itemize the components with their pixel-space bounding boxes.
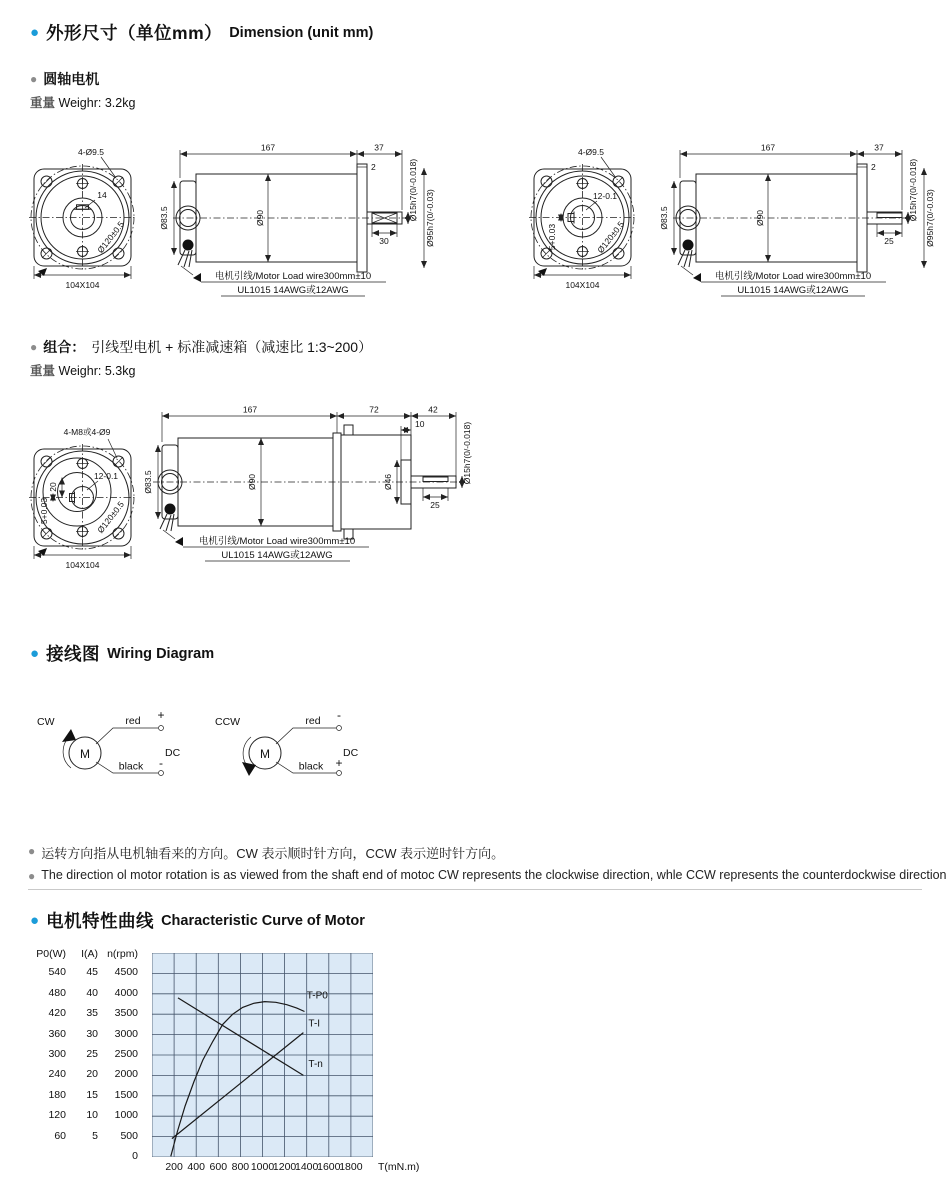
y-axis-tick: 15 <box>86 1088 98 1101</box>
dim-key-length: 25 <box>884 236 894 246</box>
y-axis-tick: 540 <box>48 966 66 979</box>
dim-flange-thickness: 2 <box>371 162 376 172</box>
dim-pilot-dia: Ø95h7(0/-0.03) <box>925 189 935 247</box>
x-axis-tick: 1000 <box>250 1161 275 1173</box>
curve-title-en: Characteristic Curve of Motor <box>161 912 365 929</box>
curve-title-cn: 电机特性曲线 <box>46 911 155 931</box>
y-axis-tick: 360 <box>48 1027 66 1040</box>
cw-dc-label: DC <box>165 747 181 759</box>
wire-note-line2: UL1015 14AWG或12AWG <box>237 285 349 296</box>
round-shaft-title: 圆轴电机 <box>43 71 100 87</box>
y-axis-title: I(A) <box>81 948 98 960</box>
dim-pcd: Ø120±0.5 <box>595 219 627 255</box>
dim-flange-thickness: 2 <box>871 162 876 172</box>
dim-motor-length: 167 <box>242 404 258 415</box>
section-divider <box>28 889 922 890</box>
x-axis-tick: 1800 <box>339 1161 363 1173</box>
wire-note-line2: UL1015 14AWG或12AWG <box>737 285 849 296</box>
series-label: T-n <box>308 1059 323 1071</box>
weight-value: Weighr: 3.2kg <box>58 96 136 110</box>
y-axis-tick: 2000 <box>114 1068 138 1081</box>
dim-bolt-holes: 4-Ø9.5 <box>578 147 604 157</box>
dim-key-length: 25 <box>430 500 440 510</box>
dimension-title-cn: 外形尺寸（单位mm） <box>46 23 223 43</box>
y-axis-tick: 300 <box>48 1048 66 1060</box>
series-label: T-P0 <box>306 990 328 1002</box>
weight-label-cn: 重量 <box>30 364 56 378</box>
y-axis-zero-tick: 0 <box>132 1150 138 1162</box>
y-axis-tick: 25 <box>86 1048 98 1060</box>
dim-body-dia: Ø90 <box>247 473 257 491</box>
dim-key-width: 5+0.03 <box>547 223 557 251</box>
cw-red-wire-label: red <box>125 715 141 727</box>
combo-weight <box>30 361 135 379</box>
rotation-note-cn <box>28 843 504 862</box>
dim-flat-length: 30 <box>379 236 389 246</box>
gearmotor-drawing <box>25 398 475 588</box>
y-axis-tick: 10 <box>86 1109 98 1122</box>
keyed-shaft-motor-drawing <box>525 138 945 303</box>
dim-flange-square: 104X104 <box>65 560 100 570</box>
y-axis-tick: 420 <box>48 1007 66 1020</box>
combo-title-bold: 组合： <box>43 339 86 355</box>
cw-label: CW <box>37 716 55 728</box>
y-axis-tick: 480 <box>48 986 66 999</box>
wiring-title-en: Wiring Diagram <box>107 645 215 662</box>
grey-bullet-icon: ● <box>30 72 38 86</box>
dim-key-width: 5+0.03 <box>39 497 49 525</box>
blue-bullet-icon: ● <box>30 24 40 41</box>
blue-bullet-icon: ● <box>30 645 40 662</box>
x-axis-tick: 200 <box>165 1161 183 1173</box>
y-axis-tick: 20 <box>86 1068 98 1081</box>
round-shaft-subheading <box>30 69 99 89</box>
section-curve-heading <box>30 908 365 933</box>
dim-cap-dia: Ø83.5 <box>659 206 669 230</box>
grey-bullet-icon: ● <box>30 340 38 354</box>
y-axis-tick: 5 <box>92 1129 98 1142</box>
x-axis-tick: 1600 <box>317 1161 341 1173</box>
y-axis-tick: 120 <box>48 1109 66 1122</box>
cw-black-wire-label: black <box>118 760 144 773</box>
dim-flange-square: 104X104 <box>65 280 100 290</box>
dim-gearbox-length: 72 <box>369 404 379 415</box>
dim-body-length: 167 <box>760 142 776 153</box>
wire-note-line1: 电机引线/Motor Load wire300mm±10 <box>714 271 872 282</box>
y-axis-tick: 60 <box>54 1129 66 1142</box>
dim-bolt-holes: 4-Ø9.5 <box>78 147 104 157</box>
y-axis-tick: 2500 <box>114 1048 138 1060</box>
y-axis-tick: 180 <box>48 1088 66 1101</box>
dim-shaft-dia: Ø15h7(0/-0.018) <box>462 421 472 485</box>
wire-note-line1: 电机引线/Motor Load wire300mm±10 <box>214 271 372 282</box>
ccw-plus-terminal: + <box>335 756 343 770</box>
dim-body-dia: Ø90 <box>755 209 765 227</box>
dim-key-depth: 12-0.1 <box>592 191 618 201</box>
motor-symbol: M <box>260 747 270 761</box>
y-axis-title: P0(W) <box>36 948 66 960</box>
y-axis-tick: 40 <box>86 986 98 999</box>
wire-note-line2: UL1015 14AWG或12AWG <box>221 550 333 561</box>
combo-title-rest: 引线型电机 + 标准减速箱（减速比 1:3~200） <box>91 339 373 355</box>
ccw-label: CCW <box>215 716 241 728</box>
blue-bullet-icon: ● <box>30 912 40 929</box>
x-axis-tick: 1200 <box>272 1161 297 1173</box>
grey-bullet-icon: ● <box>28 869 36 883</box>
ccw-minus-terminal: - <box>337 708 341 722</box>
cw-plus-terminal: + <box>157 708 165 722</box>
section-wiring-heading <box>30 641 214 666</box>
ccw-red-wire-label: red <box>305 715 321 727</box>
grey-bullet-icon: ● <box>28 844 36 858</box>
y-axis-tick: 45 <box>86 966 98 979</box>
dim-shaft-length: 37 <box>374 142 384 153</box>
dim-body-dia: Ø90 <box>255 209 265 227</box>
y-axis-tick: 1500 <box>114 1088 138 1101</box>
motor-symbol: M <box>80 747 90 761</box>
dim-flange-square: 104X104 <box>565 280 600 290</box>
dim-flat-width: 14 <box>97 190 107 200</box>
dim-cap-dia: Ø83.5 <box>159 206 169 230</box>
x-axis-tick: 400 <box>187 1161 205 1173</box>
x-axis-tick: 600 <box>209 1161 228 1173</box>
dim-pilot-dia: Ø95h7(0/-0.03) <box>425 189 435 247</box>
y-axis-tick: 240 <box>48 1068 66 1081</box>
round-shaft-weight <box>30 93 135 111</box>
dim-body-length: 167 <box>260 142 276 153</box>
y-axis-tick: 500 <box>120 1129 138 1142</box>
weight-value: Weighr: 5.3kg <box>58 364 136 378</box>
wiring-diagram <box>25 705 385 790</box>
rotation-note-en-text: The direction ol motor rotation is as viewed from the shaft end of motoc CW represents the clockwise direction, whle CCW represents the counterdockwise direction <box>41 868 947 882</box>
wiring-title-cn: 接线图 <box>46 644 101 664</box>
dim-shaft-dia: Ø15h7(0/-0.018) <box>408 158 418 222</box>
combo-subheading <box>30 337 372 357</box>
dimension-title-en: Dimension (unit mm) <box>229 24 374 41</box>
flat-shaft-motor-drawing <box>25 138 445 303</box>
dim-bolt-holes: 4-M8或4-Ø9 <box>63 427 111 437</box>
dim-shaft-length: 37 <box>874 142 884 153</box>
dim-shaft-length: 42 <box>428 404 438 415</box>
dim-key-depth: 12-0.1 <box>93 471 119 481</box>
y-axis-tick: 4500 <box>114 966 138 979</box>
y-axis-tick: 1000 <box>114 1109 138 1122</box>
y-axis-tick: 3000 <box>114 1027 138 1040</box>
rotation-note-en <box>28 868 947 882</box>
y-axis-tick: 30 <box>86 1027 98 1040</box>
dim-boss-length: 10 <box>415 419 425 429</box>
dim-cap-dia: Ø83.5 <box>143 470 153 494</box>
dim-pcd: Ø120±0.5 <box>95 219 127 255</box>
y-axis-title: n(rpm) <box>107 948 138 960</box>
cw-minus-terminal: - <box>159 756 163 770</box>
dim-shaft-dia: Ø15h7(0/-0.018) <box>908 158 918 222</box>
x-axis-tick: 1400 <box>295 1161 319 1173</box>
ccw-black-wire-label: black <box>298 760 324 773</box>
dim-pcd: Ø120±0.5 <box>95 499 127 535</box>
dim-20: 20 <box>48 482 58 492</box>
wire-note-line1: 电机引线/Motor Load wire300mm±10 <box>198 536 356 547</box>
y-axis-tick: 4000 <box>114 986 138 999</box>
section-dimension-heading <box>30 20 373 45</box>
weight-label-cn: 重量 <box>30 96 56 110</box>
series-label: T-I <box>308 1018 321 1030</box>
x-axis-tick: 800 <box>231 1161 250 1173</box>
ccw-dc-label: DC <box>343 747 359 759</box>
x-axis-title: T(mN.m) <box>378 1161 420 1173</box>
y-axis-tick: 35 <box>86 1007 98 1020</box>
y-axis-tick: 3500 <box>114 1007 138 1020</box>
dim-boss-dia: Ø46 <box>383 473 393 491</box>
rotation-note-cn-text: 运转方向指从电机轴看来的方向。CW 表示顺时针方向，CCW 表示逆时针方向。 <box>41 846 505 861</box>
characteristic-curve-chart <box>152 953 373 1157</box>
